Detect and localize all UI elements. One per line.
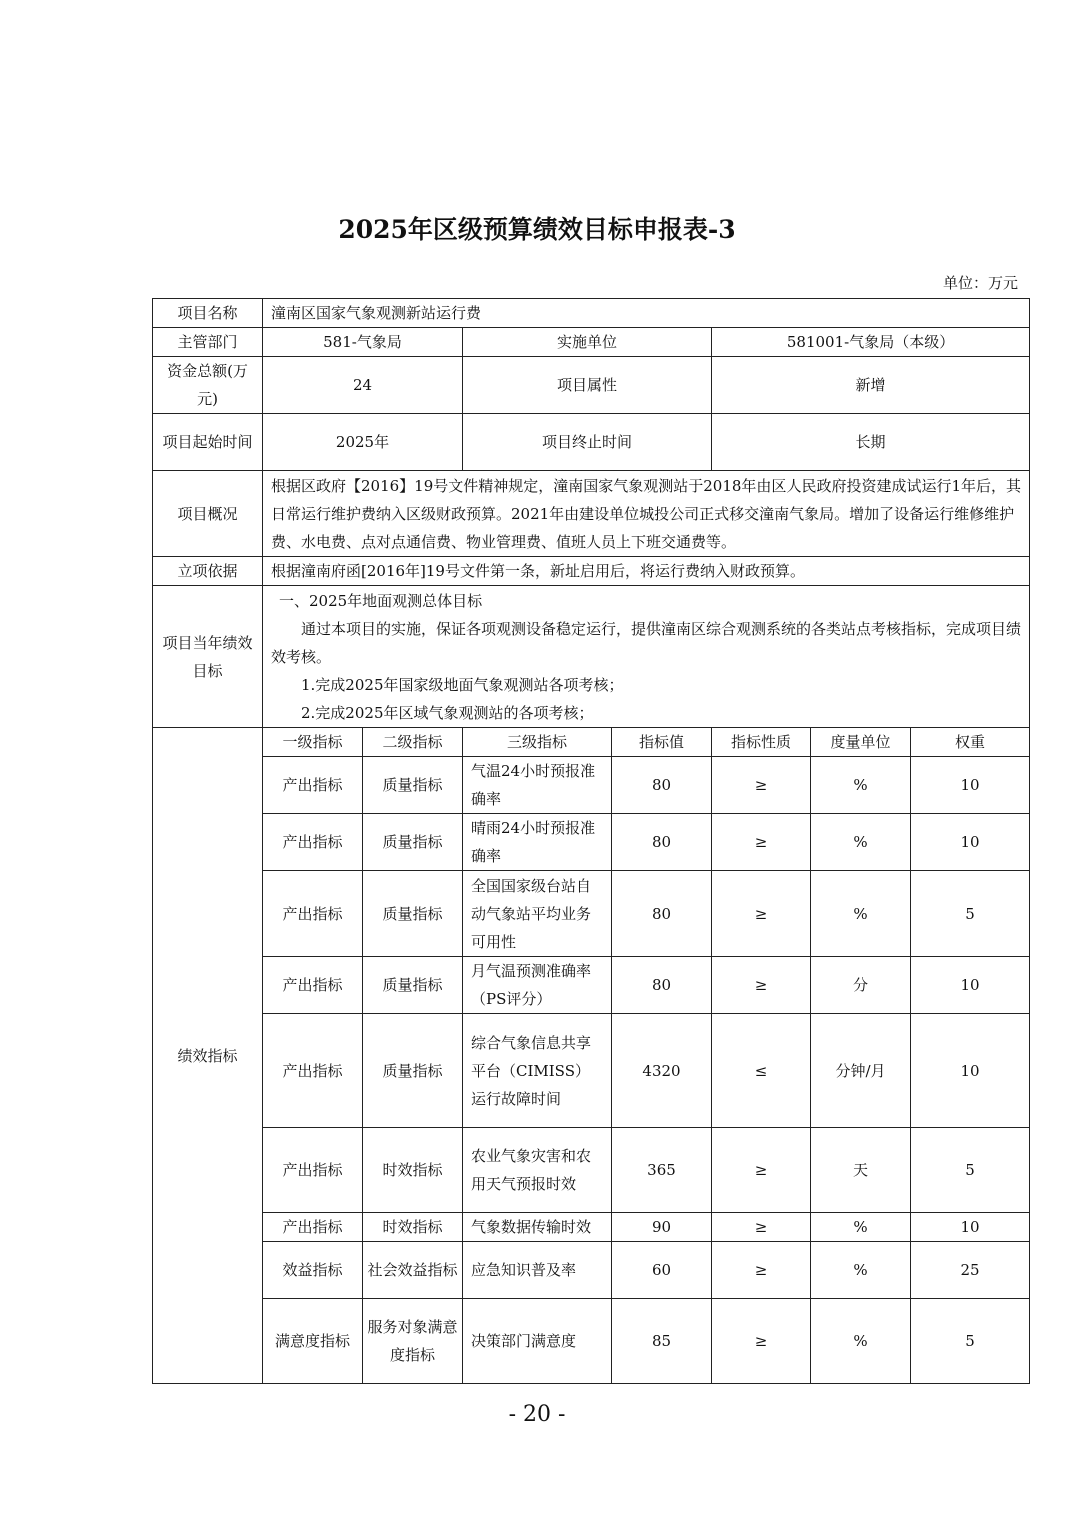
cell-value: 365 xyxy=(612,1128,712,1213)
label: 项目名称 xyxy=(153,299,263,328)
table-row xyxy=(153,1299,1030,1384)
cell-unit: 分钟/月 xyxy=(811,1014,911,1128)
cell-unit: % xyxy=(811,1299,911,1384)
row-project-name xyxy=(153,299,1030,328)
row-basis xyxy=(153,557,1030,586)
cell-value: 80 xyxy=(612,757,712,814)
page-number: - 20 - xyxy=(508,1402,566,1427)
project-attr: 新增 xyxy=(712,357,1030,414)
cell-level3: 全国国家级台站自动气象站平均业务可用性 xyxy=(463,871,612,957)
cell-level1: 产出指标 xyxy=(263,1014,363,1128)
cell-nature: ≥ xyxy=(712,1213,811,1242)
table-row xyxy=(153,1213,1030,1242)
label: 主管部门 xyxy=(153,328,263,357)
budget-performance-table xyxy=(152,298,1030,1384)
unit-label: 单位：万元 xyxy=(942,274,1018,292)
cell-level2: 服务对象满意度指标 xyxy=(363,1299,463,1384)
cell-nature: ≥ xyxy=(712,1299,811,1384)
row-time xyxy=(153,414,1030,471)
cell-weight: 25 xyxy=(911,1242,1030,1299)
goal-line: 2.完成2025年区域气象观测站的各项考核； xyxy=(301,703,594,722)
cell-level2: 质量指标 xyxy=(363,757,463,814)
header-level2: 二级指标 xyxy=(363,728,463,757)
cell-level1: 产出指标 xyxy=(263,1128,363,1213)
cell-value: 90 xyxy=(612,1213,712,1242)
cell-level3: 气象数据传输时效 xyxy=(463,1213,612,1242)
cell-nature: ≤ xyxy=(712,1014,811,1128)
table-row xyxy=(153,814,1030,871)
row-dept xyxy=(153,328,1030,357)
header-level3: 三级指标 xyxy=(463,728,612,757)
cell-unit: % xyxy=(811,814,911,871)
cell-level3: 应急知识普及率 xyxy=(463,1242,612,1299)
label: 项目属性 xyxy=(463,357,712,414)
label: 绩效指标 xyxy=(153,728,263,1384)
row-fund xyxy=(153,357,1030,414)
cell-level1: 产出指标 xyxy=(263,814,363,871)
basis: 根据潼南府函[2016年]19号文件第一条，新址启用后，将运行费纳入财政预算。 xyxy=(263,557,1030,586)
cell-weight: 10 xyxy=(911,1213,1030,1242)
cell-level3: 决策部门满意度 xyxy=(463,1299,612,1384)
overview: 根据区政府【2016】19号文件精神规定，潼南国家气象观测站于2018年由区人民政府投资建成试运行1年后，其日常运行维护费纳入区级财政预算。2021年由建设单位城投公司正式移交潼南气象局。增加了设备运行维修维护费、水电费、点对点通信费、物业管理费、值班人员上下班交通费等。 xyxy=(263,471,1030,557)
cell-nature: ≥ xyxy=(712,1242,811,1299)
cell-weight: 10 xyxy=(911,814,1030,871)
cell-level2: 时效指标 xyxy=(363,1213,463,1242)
table-row xyxy=(153,1242,1030,1299)
header-level1: 一级指标 xyxy=(263,728,363,757)
cell-value: 60 xyxy=(612,1242,712,1299)
page-title: 2025年区级预算绩效目标申报表-3 xyxy=(338,215,736,244)
cell-level3: 农业气象灾害和农用天气预报时效 xyxy=(463,1128,612,1213)
cell-value: 80 xyxy=(612,871,712,957)
cell-unit: 天 xyxy=(811,1128,911,1213)
label: 项目起始时间 xyxy=(153,414,263,471)
cell-value: 80 xyxy=(612,814,712,871)
cell-level1: 产出指标 xyxy=(263,871,363,957)
cell-level1: 产出指标 xyxy=(263,757,363,814)
cell-weight: 10 xyxy=(911,957,1030,1014)
cell-value: 85 xyxy=(612,1299,712,1384)
cell-level3: 晴雨24小时预报准确率 xyxy=(463,814,612,871)
cell-nature: ≥ xyxy=(712,1128,811,1213)
header-unit: 度量单位 xyxy=(811,728,911,757)
goal-line: 一、2025年地面观测总体目标 xyxy=(279,591,483,610)
goal xyxy=(263,586,1030,728)
header-weight: 权重 xyxy=(911,728,1030,757)
fund-total: 24 xyxy=(263,357,463,414)
cell-level2: 时效指标 xyxy=(363,1128,463,1213)
cell-level2: 质量指标 xyxy=(363,957,463,1014)
cell-level1: 效益指标 xyxy=(263,1242,363,1299)
dept: 581-气象局 xyxy=(263,328,463,357)
goal-line: 1.完成2025年国家级地面气象观测站各项考核； xyxy=(301,675,624,694)
cell-nature: ≥ xyxy=(712,814,811,871)
table-row xyxy=(153,871,1030,957)
project-name: 潼南区国家气象观测新站运行费 xyxy=(263,299,1030,328)
cell-level1: 满意度指标 xyxy=(263,1299,363,1384)
label: 项目当年绩效目标 xyxy=(153,586,263,728)
cell-level1: 产出指标 xyxy=(263,1213,363,1242)
label: 项目终止时间 xyxy=(463,414,712,471)
row-goal xyxy=(153,586,1030,728)
cell-unit: % xyxy=(811,1213,911,1242)
cell-value: 4320 xyxy=(612,1014,712,1128)
cell-weight: 10 xyxy=(911,1014,1030,1128)
table-row xyxy=(153,1128,1030,1213)
cell-level2: 质量指标 xyxy=(363,1014,463,1128)
cell-unit: % xyxy=(811,871,911,957)
cell-weight: 5 xyxy=(911,1128,1030,1213)
end-time: 长期 xyxy=(712,414,1030,471)
cell-level2: 质量指标 xyxy=(363,814,463,871)
cell-nature: ≥ xyxy=(712,871,811,957)
header-value: 指标值 xyxy=(612,728,712,757)
cell-weight: 5 xyxy=(911,1299,1030,1384)
cell-level3: 气温24小时预报准确率 xyxy=(463,757,612,814)
start-time: 2025年 xyxy=(263,414,463,471)
cell-value: 80 xyxy=(612,957,712,1014)
label: 项目概况 xyxy=(153,471,263,557)
cell-level1: 产出指标 xyxy=(263,957,363,1014)
label: 立项依据 xyxy=(153,557,263,586)
cell-level3: 综合气象信息共享平台（CIMISS）运行故障时间 xyxy=(463,1014,612,1128)
cell-nature: ≥ xyxy=(712,957,811,1014)
cell-unit: % xyxy=(811,757,911,814)
cell-unit: 分 xyxy=(811,957,911,1014)
goal-line: 通过本项目的实施，保证各项观测设备稳定运行，提供潼南区综合观测系统的各类站点考核指标，完成项目绩效考核。 xyxy=(271,619,1022,666)
impl-unit: 581001-气象局（本级） xyxy=(712,328,1030,357)
label: 实施单位 xyxy=(463,328,712,357)
cell-unit: % xyxy=(811,1242,911,1299)
indicator-header-row xyxy=(153,728,1030,757)
header-nature: 指标性质 xyxy=(712,728,811,757)
table-row xyxy=(153,1014,1030,1128)
cell-level2: 质量指标 xyxy=(363,871,463,957)
cell-nature: ≥ xyxy=(712,757,811,814)
label: 资金总额(万元) xyxy=(153,357,263,414)
cell-weight: 10 xyxy=(911,757,1030,814)
table-row xyxy=(153,757,1030,814)
cell-weight: 5 xyxy=(911,871,1030,957)
row-overview xyxy=(153,471,1030,557)
cell-level2: 社会效益指标 xyxy=(363,1242,463,1299)
cell-level3: 月气温预测准确率（PS评分） xyxy=(463,957,612,1014)
table-row xyxy=(153,957,1030,1014)
